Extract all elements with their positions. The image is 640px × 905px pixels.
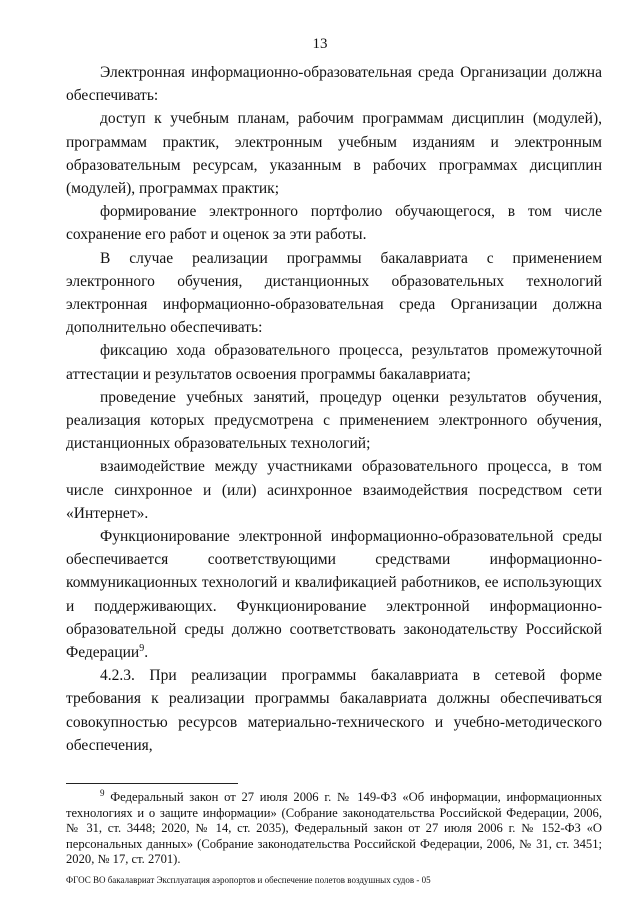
footnote-text: Федеральный закон от 27 июля 2006 г. № 149-ФЗ «Об информации, информационных технологиях и о защите информации» (Собрание законодательства Российской Федерации, 2006, № 31, ст. 3448; 2020, № 14, ст. 2035), Федеральный закон от 27 июля 2006 г. № 152-ФЗ «О персональных данных» (Собрание законодательства Российской Федерации, 2006, № 31, ст. 3451; 2020, № 17, ст. 2701). xyxy=(66,790,602,867)
footnote xyxy=(66,787,602,868)
paragraph-text: Функционирование электронной информационно-образовательной среды обеспечивается соответствующими средствами информационно-коммуникационных технологий и квалификацией работников, ее использующих и поддерживающих. Функционирование электронной информационно-образовательной среды должно соответствовать законодательству Российской Федерации xyxy=(66,528,602,662)
footnote-reference[interactable]: 9 xyxy=(139,642,145,654)
paragraph: В случае реализации программы бакалавриата с применением электронного обучения, дистанционных образовательных технологий электронная информационно-образовательная среда Организации должна дополнительно обеспечивать: xyxy=(66,249,602,337)
main-text xyxy=(66,61,602,757)
paragraph: фиксацию хода образовательного процесса, результатов промежуточной аттестации и результатов освоения программы бакалавриата; xyxy=(66,342,602,383)
paragraph: доступ к учебным планам, рабочим программам дисциплин (модулей), программам практик, электронным учебным изданиям и электронным образовательным ресурсам, указанным в рабочих программах дисциплин (модулей), программах практик; xyxy=(66,110,602,198)
paragraph: Электронная информационно-образовательная среда Организации должна обеспечивать: xyxy=(66,64,602,105)
paragraph: 4.2.3. При реализации программы бакалавриата в сетевой форме требования к реализации программы бакалавриата должны обеспечиваться совокупностью ресурсов материально-технического и учебно-методического обеспечения, xyxy=(66,667,602,754)
paragraph: формирование электронного портфолио обучающегося, в том числе сохранение его работ и оценок за эти работы. xyxy=(66,203,602,244)
page-footer: ФГОС ВО бакалавриат Эксплуатация аэропортов и обеспечение полетов воздушных судов - 05 xyxy=(66,875,431,885)
footnote-marker: 9 xyxy=(100,787,105,798)
footnote-divider xyxy=(66,783,238,784)
paragraph: Функционирование электронной информационно-образовательной среды обеспечивается соответствующими средствами информационно-коммуникационных технологий и квалификацией работников, ее использующих и поддерживающих. Функционирование электронной информационно-образовательной среды должно соответствовать законодательству Российской Федерации$^9$. xyxy=(66,528,602,662)
paragraph: проведение учебных занятий, процедур оценки результатов обучения, реализация которых предусмотрена с применением электронного обучения, дистанционных образовательных технологий; xyxy=(66,388,602,453)
page-number: 13 xyxy=(312,36,328,52)
paragraph: взаимодействие между участниками образовательного процесса, в том числе синхронное и (или) асинхронное взаимодействия посредством сети «Интернет». xyxy=(66,458,602,522)
